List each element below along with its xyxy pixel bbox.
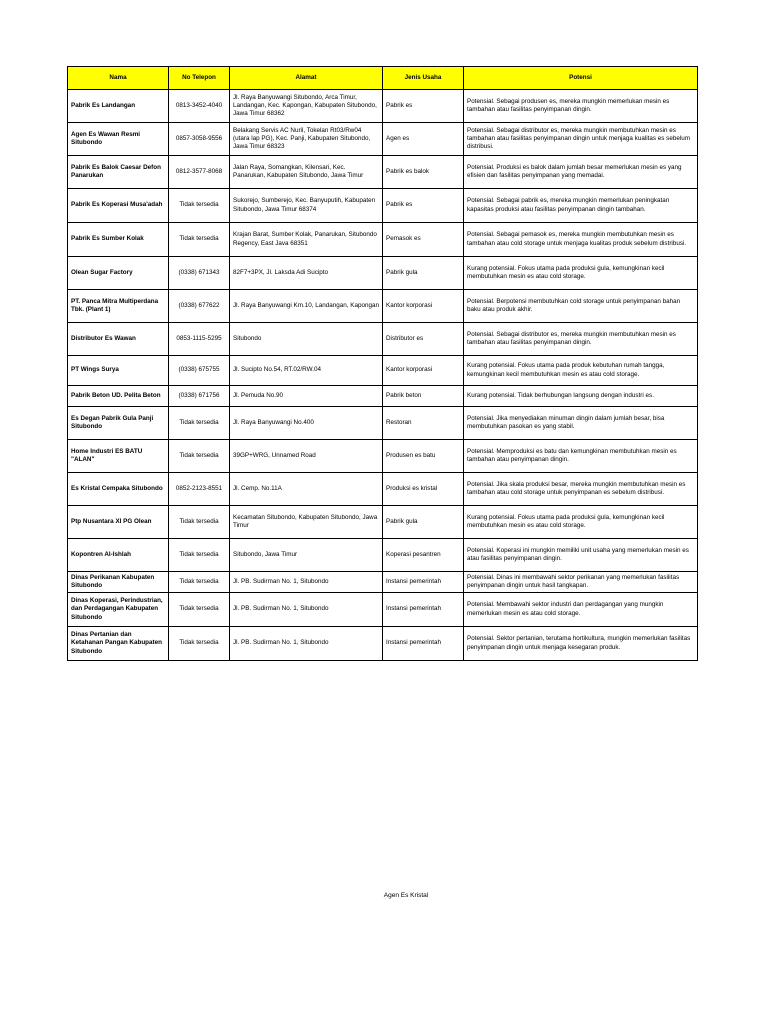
cell-alamat: Jl. PB. Sudirman No. 1, Situbondo [230, 593, 383, 627]
cell-telepon: Tidak tersedia [169, 506, 230, 539]
cell-nama: Dinas Koperasi, Perindustrian, dan Perdagangan Kabupaten Situbondo [68, 593, 169, 627]
table-row [68, 223, 698, 257]
table-row [68, 440, 698, 473]
cell-alamat: 39GP+WRG, Unnamed Road [230, 440, 383, 473]
cell-jenis-usaha: Pabrik es [383, 90, 464, 123]
cell-nama: Es Kristal Cempaka Situbondo [68, 473, 169, 506]
cell-jenis-usaha: Agen es [383, 123, 464, 156]
cell-jenis-usaha: Instansi pemerintah [383, 627, 464, 661]
cell-jenis-usaha: Pemasok es [383, 223, 464, 257]
cell-telepon: Tidak tersedia [169, 572, 230, 593]
cell-potensi: Potensial. Sebagai pemasok es, mereka mungkin membutuhkan mesin es tambahan atau cold storage untuk menjaga kualitas produk sebelum distribusi. [464, 223, 698, 257]
cell-nama: Olean Sugar Factory [68, 257, 169, 290]
cell-nama: Dinas Pertanian dan Ketahanan Pangan Kabupaten Situbondo [68, 627, 169, 661]
cell-potensi: Potensial. Koperasi ini mungkin memiliki unit usaha yang memerlukan mesin es atau fasilitas penyimpanan dingin. [464, 539, 698, 572]
cell-potensi: Potensial. Jika menyediakan minuman dingin dalam jumlah besar, bisa membutuhkan pasokan es yang stabil. [464, 407, 698, 440]
header-nama: Nama [68, 67, 169, 90]
cell-jenis-usaha: Instansi pemerintah [383, 593, 464, 627]
cell-nama: Es Degan Pabrik Gula Panji Situbondo [68, 407, 169, 440]
cell-potensi: Potensial. Sebagai pabrik es, mereka mungkin memerlukan peningkatan kapasitas produksi atau fasilitas penyimpanan dingin tambahan. [464, 189, 698, 223]
cell-potensi: Potensial. Berpotensi membutuhkan cold storage untuk penyimpanan bahan baku atau produk akhir. [464, 290, 698, 323]
table-row [68, 593, 698, 627]
cell-alamat: Kecamatan Situbondo, Kabupaten Situbondo, Jawa Timur [230, 506, 383, 539]
table-row [68, 539, 698, 572]
table-row [68, 627, 698, 661]
cell-alamat: Situbondo [230, 323, 383, 356]
cell-potensi: Kurang potensial. Fokus utama pada produk kebutuhan rumah tangga, kemungkinan kecil membutuhkan mesin es atau cold storage. [464, 356, 698, 386]
cell-telepon: Tidak tersedia [169, 440, 230, 473]
cell-potensi: Kurang potensial. Tidak berhubungan langsung dengan industri es. [464, 386, 698, 407]
table-row [68, 323, 698, 356]
cell-potensi: Potensial. Sebagai distributor es, mereka mungkin membutuhkan mesin es tambahan atau fasilitas penyimpanan dingin. [464, 323, 698, 356]
cell-jenis-usaha: Koperasi pesantren [383, 539, 464, 572]
cell-nama: Kopontren Al-Ishlah [68, 539, 169, 572]
cell-potensi: Potensial. Sebagai distributor es, mereka mungkin membutuhkan mesin es tambahan atau fasilitas penyimpanan dingin untuk menjaga kualitas es sebelum distribusi. [464, 123, 698, 156]
cell-telepon: Tidak tersedia [169, 223, 230, 257]
cell-alamat: Jl. Raya Banyuwangi Km.10, Landangan, Kapongan [230, 290, 383, 323]
cell-nama: Pabrik Es Landangan [68, 90, 169, 123]
table-row [68, 407, 698, 440]
cell-telepon: 0813-3452-4040 [169, 90, 230, 123]
cell-alamat: Jl. Pemuda No.90 [230, 386, 383, 407]
cell-nama: Distributor Es Wawan [68, 323, 169, 356]
sheet-footer-label: Agen Es Kristal [383, 892, 429, 899]
table-body [68, 90, 698, 661]
cell-nama: Pabrik Es Sumber Kolak [68, 223, 169, 257]
cell-nama: Pabrik Es Balok Caesar Defon Panarukan [68, 156, 169, 189]
cell-telepon: (0338) 671343 [169, 257, 230, 290]
cell-jenis-usaha: Kantor korporasi [383, 290, 464, 323]
cell-jenis-usaha: Pabrik es [383, 189, 464, 223]
cell-nama: Ptp Nusantara XI PG Olean [68, 506, 169, 539]
cell-potensi: Potensial. Sebagai produsen es, mereka mungkin memerlukan mesin es tambahan atau fasilitas penyimpanan dingin. [464, 90, 698, 123]
cell-nama: PT. Panca Mitra Multiperdana Tbk. (Plant 1) [68, 290, 169, 323]
cell-nama: Home Industri ES BATU "ALAN" [68, 440, 169, 473]
header-telepon: No Telepon [169, 67, 230, 90]
cell-alamat: Belakang Servis AC Nuril, Tokelan Rt03/Rw04 (utara lap PG), Kec. Panji, Kabupaten Situbondo, Jawa Timur 68323 [230, 123, 383, 156]
cell-alamat: Jl. Sucipto No.54, RT.02/RW.04 [230, 356, 383, 386]
cell-telepon: Tidak tersedia [169, 627, 230, 661]
cell-alamat: Jl. Raya Banyuwangi No.400 [230, 407, 383, 440]
cell-telepon: Tidak tersedia [169, 407, 230, 440]
cell-alamat: Jl. Raya Banyuwangi Situbondo, Arca Timur, Landangan, Kec. Kapongan, Kabupaten Situbondo, Jawa Timur 68362 [230, 90, 383, 123]
business-table [67, 66, 698, 661]
cell-jenis-usaha: Kantor korporasi [383, 356, 464, 386]
table-row [68, 257, 698, 290]
cell-alamat: Jl. PB. Sudirman No. 1, Situbondo [230, 572, 383, 593]
table-row [68, 90, 698, 123]
cell-jenis-usaha: Pabrik es balok [383, 156, 464, 189]
cell-potensi: Potensial. Produksi es balok dalam jumlah besar memerlukan mesin es yang efisien dan fasilitas penyimpanan yang memadai. [464, 156, 698, 189]
cell-telepon: 0812-3577-8068 [169, 156, 230, 189]
table-row [68, 290, 698, 323]
cell-telepon: 0852-2123-8551 [169, 473, 230, 506]
cell-telepon: 0857-3058-9556 [169, 123, 230, 156]
cell-jenis-usaha: Instansi pemerintah [383, 572, 464, 593]
cell-nama: Pabrik Beton UD. Pelita Beton [68, 386, 169, 407]
header-jenis-usaha: Jenis Usaha [383, 67, 464, 90]
cell-jenis-usaha: Pabrik gula [383, 257, 464, 290]
table-row [68, 356, 698, 386]
cell-jenis-usaha: Restoran [383, 407, 464, 440]
cell-alamat: Sukorejo, Sumberejo, Kec. Banyuputih, Kabupaten Situbondo, Jawa Timur 68374 [230, 189, 383, 223]
cell-potensi: Potensial. Sektor pertanian, terutama hortikultura, mungkin memerlukan fasilitas penyimpanan dingin untuk menjaga kesegaran produk. [464, 627, 698, 661]
cell-telepon: Tidak tersedia [169, 539, 230, 572]
cell-alamat: 82F7+3PX, Jl. Laksda Adi Sucipto [230, 257, 383, 290]
table-row [68, 386, 698, 407]
cell-nama: Pabrik Es Koperasi Musa'adah [68, 189, 169, 223]
cell-alamat: Jl. PB. Sudirman No. 1, Situbondo [230, 627, 383, 661]
cell-potensi: Kurang potensial. Fokus utama pada produksi gula, kemungkinan kecil membutuhkan mesin es atau cold storage. [464, 506, 698, 539]
cell-jenis-usaha: Distributor es [383, 323, 464, 356]
table-row [68, 123, 698, 156]
cell-telepon: (0338) 675755 [169, 356, 230, 386]
cell-telepon: (0338) 677622 [169, 290, 230, 323]
cell-potensi: Potensial. Dinas ini membawahi sektor perikanan yang memerlukan fasilitas penyimpanan dingin untuk hasil tangkapan. [464, 572, 698, 593]
cell-nama: Agen Es Wawan Resmi Situbondo [68, 123, 169, 156]
table-row [68, 473, 698, 506]
cell-potensi: Potensial. Membawahi sektor industri dan perdagangan yang mungkin memerlukan mesin es atau cold storage. [464, 593, 698, 627]
cell-potensi: Potensial. Memproduksi es batu dan kemungkinan membutuhkan mesin es tambahan atau penyimpanan dingin. [464, 440, 698, 473]
table-header [68, 67, 698, 90]
cell-telepon: Tidak tersedia [169, 593, 230, 627]
table-row [68, 156, 698, 189]
header-potensi: Potensi [464, 67, 698, 90]
cell-telepon: (0338) 671756 [169, 386, 230, 407]
cell-telepon: Tidak tersedia [169, 189, 230, 223]
cell-nama: PT Wings Surya [68, 356, 169, 386]
cell-jenis-usaha: Pabrik beton [383, 386, 464, 407]
cell-jenis-usaha: Produsen es batu [383, 440, 464, 473]
cell-jenis-usaha: Pabrik gula [383, 506, 464, 539]
cell-alamat: Jalan Raya, Somangkan, Kilensari, Kec. Panarukan, Kabupaten Situbondo, Jawa Timur [230, 156, 383, 189]
table-row [68, 572, 698, 593]
cell-jenis-usaha: Produksi es kristal [383, 473, 464, 506]
header-alamat: Alamat [230, 67, 383, 90]
header-row [68, 67, 698, 90]
table-row [68, 506, 698, 539]
cell-potensi: Kurang potensial. Fokus utama pada produksi gula, kemungkinan kecil membutuhkan mesin es atau cold storage. [464, 257, 698, 290]
cell-alamat: Situbondo, Jawa Timur [230, 539, 383, 572]
cell-nama: Dinas Perikanan Kabupaten Situbondo [68, 572, 169, 593]
cell-alamat: Jl. Cemp. No.11A [230, 473, 383, 506]
cell-alamat: Krajan Barat, Sumber Kolak, Panarukan, Situbondo Regency, East Java 68351 [230, 223, 383, 257]
cell-potensi: Potensial. Jika skala produksi besar, mereka mungkin membutuhkan mesin es tambahan atau cold storage untuk penyimpanan es sebelum distribusi. [464, 473, 698, 506]
table-row [68, 189, 698, 223]
cell-telepon: 0853-1115-5295 [169, 323, 230, 356]
